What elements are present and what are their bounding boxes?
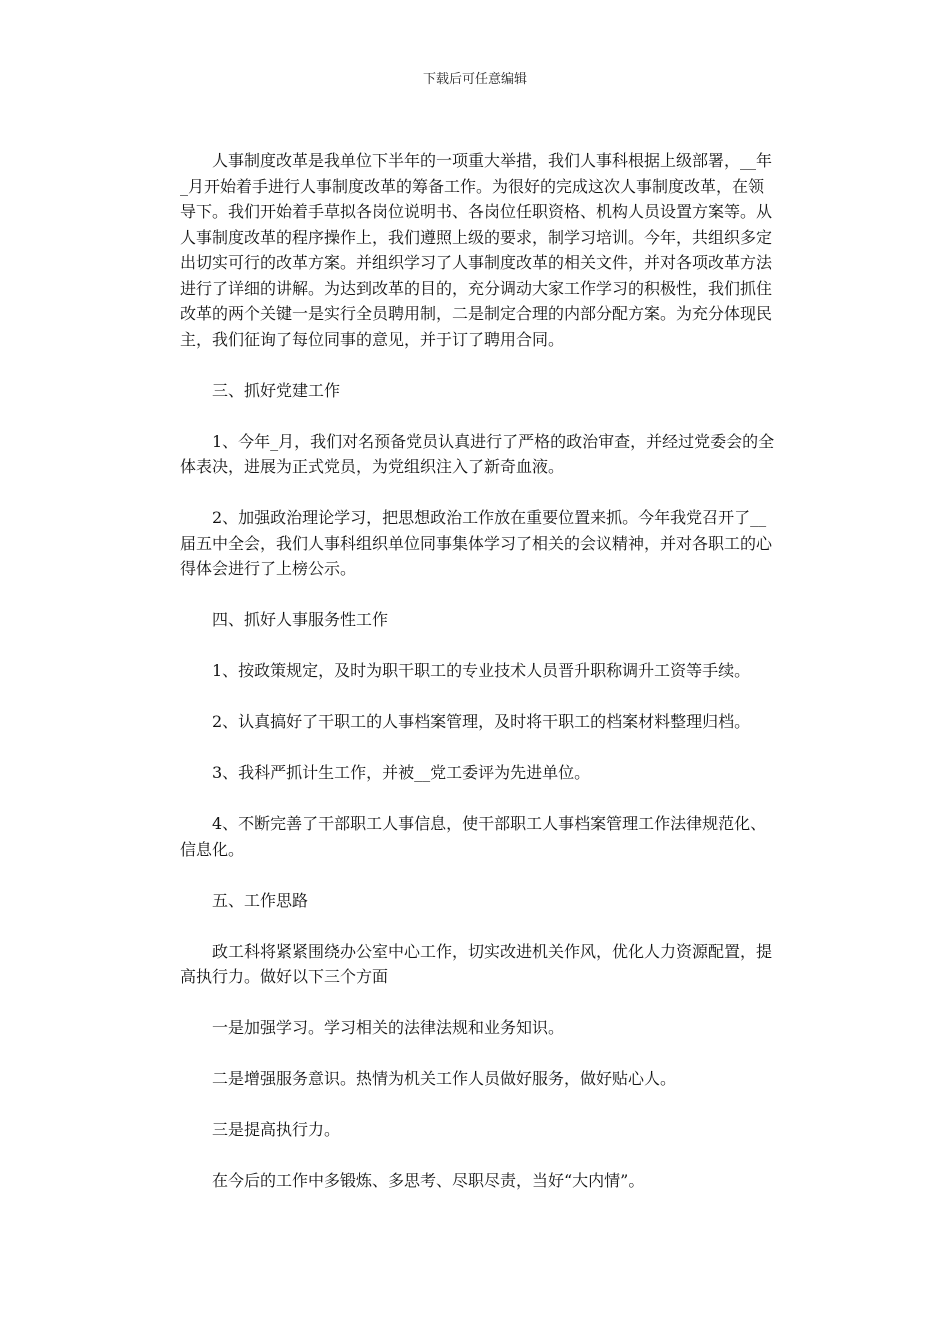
paragraph-work-ideas-intro: 政工科将紧紧围绕办公室中心工作，切实改进机关作风，优化人力资源配置，提高执行力。做好以下三个方面 (180, 941, 773, 986)
paragraph-idea-1: 一是加强学习。学习相关的法律法规和业务知识。 (212, 1018, 565, 1037)
paragraph-party-item-2: 2、加强政治理论学习，把思想政治工作放在重要位置来抓。今年我党召开了__届五中全会，我们人事科组织单位同事集体学习了相关的会议精神，并对各职工的心得体会进行了上榜公示。 (180, 508, 773, 578)
paragraph-party-item-1: 1、今年_月，我们对名预备党员认真进行了严格的政治审查，并经过党委会的全体表决，进展为正式党员，为党组织注入了新奇血液。 (180, 431, 775, 476)
section-heading-personnel-services: 四、抓好人事服务性工作 (212, 610, 389, 629)
paragraph-closing: 在今后的工作中多锻炼、多思考、尽职尽责，当好“大内情”。 (212, 1171, 645, 1190)
paragraph-service-item-2: 2、认真搞好了干职工的人事档案管理，及时将干职工的档案材料整理归档。 (212, 712, 751, 731)
paragraph-service-item-4: 4、不断完善了干部职工人事信息，使干部职工人事档案管理工作法律规范化、信息化。 (180, 814, 767, 859)
page-header: 下载后可任意编辑 (422, 72, 527, 87)
paragraph-reform-intro: 人事制度改革是我单位下半年的一项重大举措，我们人事科根据上级部署，__年_月开始着手进行人事制度改革的筹备工作。为很好的完成这次人事制度改革，在领导下。我们开始着手草拟各岗位说明书、各岗位任职资格、机构人员设置方案等。从人事制度改革的程序操作上，我们遵照上级的要求，制学习培训。今年，共组织多定出切实可行的改革方案。并组织学习了人事制度改革的相关文件，并对各项改革方法进行了详细的讲解。为达到改革的目的，充分调动大家工作学习的积极性，我们抓住改革的两个关键一是实行全员聘用制，二是制定合理的内部分配方案。为充分体现民主，我们征询了每位同事的意见，并于订了聘用合同。 (180, 151, 773, 349)
section-heading-work-ideas: 五、工作思路 (212, 890, 309, 910)
paragraph-service-item-1: 1、按政策规定，及时为职干职工的专业技术人员晋升职称调升工资等手续。 (212, 661, 751, 680)
paragraph-idea-3: 三是提高执行力。 (212, 1120, 341, 1139)
document-body (180, 148, 775, 1194)
paragraph-idea-2: 二是增强服务意识。热情为机关工作人员做好服务，做好贴心人。 (212, 1069, 677, 1088)
paragraph-service-item-3: 3、我科严抓计生工作，并被__党工委评为先进单位。 (212, 763, 591, 782)
section-heading-party-building: 三、抓好党建工作 (212, 380, 341, 400)
